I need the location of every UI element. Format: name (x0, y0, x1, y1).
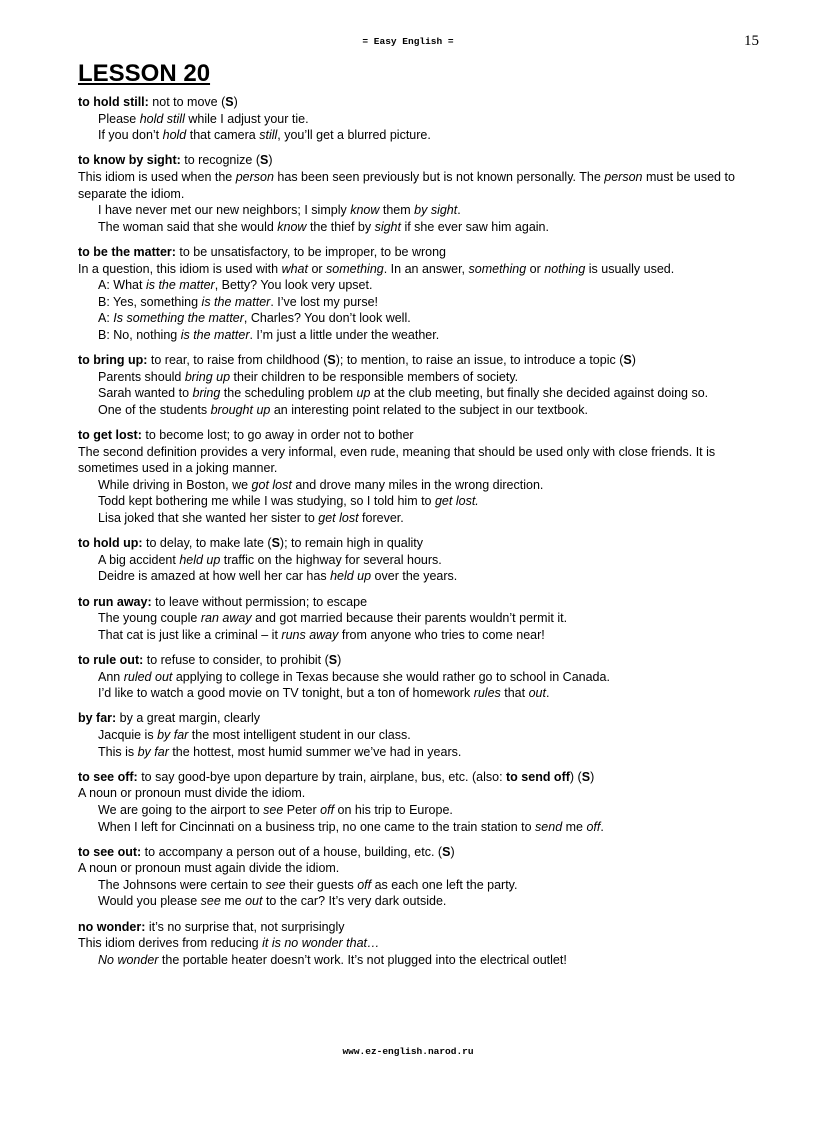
idiom-usage: rules (473, 686, 501, 701)
idiom-usage: is the matter (201, 294, 271, 309)
idiom-usage: ran away (200, 611, 252, 626)
text-run: forever. (358, 511, 404, 526)
idiom-term: no wonder: (78, 919, 146, 934)
usage-note (78, 785, 758, 802)
text-run: or (307, 261, 327, 276)
text-run: If you don’t (98, 128, 163, 143)
idiom-term: S (260, 153, 269, 168)
example-sentence (78, 219, 758, 236)
idiom-usage: out (245, 894, 263, 909)
example-sentence (78, 310, 758, 327)
example-sentence (78, 685, 758, 702)
usage-note (78, 444, 758, 477)
text-run: to recognize ( (180, 153, 260, 168)
text-run: . I’m just a little under the weather. (249, 327, 440, 342)
text-run: their guests (285, 877, 358, 892)
idiom-term: to see out: (78, 844, 142, 859)
text-run: I have never met our new neighbors; I simply (98, 203, 351, 218)
example-sentence (78, 510, 758, 527)
idiom-usage: bring up (184, 369, 231, 384)
text-run: Deidre is amazed at how well her car has (98, 569, 331, 584)
idiom-term: by far: (78, 711, 117, 726)
text-run: , Charles? You don’t look well. (243, 311, 411, 326)
text-run: When I left for Cincinnati on a business trip, no one came to the train station to (98, 819, 536, 834)
idiom-usage: something (326, 261, 384, 276)
text-run: Todd kept bothering me while I was studying, so I told him to (98, 494, 435, 509)
example-sentence (78, 744, 758, 761)
example-sentence (78, 819, 758, 836)
usage-note (78, 169, 758, 202)
idiom-usage: runs away (281, 627, 339, 642)
text-run: to rear, to raise from childhood ( (147, 353, 328, 368)
text-run: I’d like to watch a good movie on TV tonight, but a ton of homework (98, 686, 474, 701)
idiom-usage: it is no wonder that… (262, 936, 380, 951)
idiom-entry (78, 352, 758, 418)
text-run: This is (98, 744, 138, 759)
text-run: Please (98, 111, 140, 126)
example-sentence (78, 111, 758, 128)
text-run: Parents should (98, 369, 185, 384)
idiom-usage: got lost (251, 477, 292, 492)
idiom-term: S (225, 95, 234, 109)
idiom-definition (78, 535, 758, 552)
text-run: While driving in Boston, we (98, 477, 252, 492)
idiom-usage: something (468, 261, 527, 276)
text-run: has been seen previously but is not known personally. The (273, 169, 605, 184)
idiom-entry (78, 710, 758, 760)
text-run: it’s no surprise that, not surprisingly (145, 919, 345, 934)
idiom-usage: nothing (544, 261, 586, 276)
text-run: me (220, 894, 246, 909)
text-run: ) (337, 652, 342, 667)
idiom-term: S (623, 353, 632, 368)
idiom-usage: held up (330, 569, 372, 584)
idiom-usage: up (356, 386, 371, 401)
example-sentence (78, 369, 758, 386)
text-run: to leave without permission; to escape (151, 594, 368, 609)
idiom-term: to see off: (78, 769, 138, 784)
example-sentence (78, 402, 758, 419)
text-run: to become lost; to go away in order not to bother (141, 428, 414, 443)
text-run: to the car? It’s very dark outside. (262, 894, 447, 909)
text-run: ); to mention, to raise an issue, to introduce a topic ( (335, 353, 624, 368)
text-run: ) ( (569, 769, 582, 784)
example-sentence (78, 893, 758, 910)
text-run: . (457, 203, 461, 218)
text-run: That cat is just like a criminal – it (98, 627, 282, 642)
text-run: ) (233, 95, 238, 109)
idiom-usage: bring (192, 386, 221, 401)
idiom-usage: see (263, 802, 284, 817)
text-run: . (545, 686, 550, 701)
example-sentence (78, 727, 758, 744)
text-run: and drove many miles in the wrong direction. (291, 477, 544, 492)
idiom-entry (78, 427, 758, 527)
text-run: to accompany a person out of a house, building, etc. ( (141, 844, 443, 859)
text-run: Peter (283, 802, 321, 817)
idiom-term: S (271, 536, 280, 551)
idiom-usage: get lost (318, 511, 359, 526)
text-run: on his trip to Europe. (334, 802, 453, 817)
text-run: by a great margin, clearly (116, 711, 261, 726)
idiom-usage: off (586, 819, 601, 834)
idiom-term: S (327, 353, 336, 368)
text-run: The woman said that she would (98, 219, 278, 234)
text-run: that camera (186, 128, 260, 143)
text-run: Ann (98, 669, 124, 684)
text-run: The second definition provides a very informal, even rude, meaning that should be used only with close friends. It is sometimes used in a joking manner. (78, 444, 716, 476)
text-run: an interesting point related to the subject in our textbook. (270, 402, 588, 417)
text-run: the scheduling problem (220, 386, 357, 401)
text-run: ) (268, 153, 273, 168)
text-run: A: (98, 311, 114, 326)
idiom-definition (78, 710, 758, 727)
example-sentence (78, 877, 758, 894)
example-sentence (78, 493, 758, 510)
example-sentence (78, 327, 758, 344)
text-run: Lisa joked that she wanted her sister to (98, 511, 319, 526)
idiom-usage: by far (157, 727, 189, 742)
idiom-usage: off (320, 802, 335, 817)
idiom-entry (78, 244, 758, 344)
idiom-usage: ruled out (123, 669, 173, 684)
idiom-term: S (581, 769, 591, 784)
text-run: must be used to separate the idiom. (78, 169, 735, 201)
usage-note (78, 935, 758, 952)
text-run: . (600, 819, 604, 834)
example-sentence (78, 277, 758, 294)
idiom-entry (78, 594, 758, 644)
page-header (0, 33, 816, 50)
text-run: the portable heater doesn’t work. It’s not plugged into the electrical outlet! (158, 952, 567, 967)
text-run: One of the students (98, 402, 211, 417)
text-run: as each one left the party. (371, 877, 518, 892)
example-sentence (78, 202, 758, 219)
text-run: A noun or pronoun must divide the idiom. (78, 786, 306, 801)
text-run: A noun or pronoun must again divide the idiom. (78, 861, 340, 876)
idiom-term: to know by sight: (78, 153, 181, 168)
text-run: Jacquie is (98, 727, 158, 742)
idiom-term: S (328, 652, 338, 667)
text-run: over the years. (371, 569, 458, 584)
idiom-term: to be the matter: (78, 244, 176, 259)
idiom-term: to hold still: (78, 95, 149, 109)
idiom-usage: send (535, 819, 563, 834)
text-run: , you’ll get a blurred picture. (277, 128, 431, 143)
text-run: ) (631, 353, 636, 368)
text-run: the most intelligent student in our class. (188, 727, 411, 742)
idiom-usage: know (277, 219, 307, 234)
text-run: In a question, this idiom is used with (78, 261, 282, 276)
example-sentence (78, 952, 758, 969)
text-run: ) (590, 769, 595, 784)
idiom-usage: hold (162, 128, 187, 143)
idiom-usage: Is something the matter (113, 311, 244, 326)
idiom-usage: sight (374, 219, 401, 234)
idiom-definition (78, 844, 758, 861)
text-run: B: No, nothing (98, 327, 181, 342)
text-run: that (500, 686, 529, 701)
text-run: if she ever saw him again. (400, 219, 549, 234)
idiom-definition (78, 352, 758, 369)
text-run: We are going to the airport to (98, 802, 264, 817)
idiom-entry (78, 152, 758, 235)
text-run: traffic on the highway for several hours. (220, 552, 442, 567)
text-run: Sarah wanted to (98, 386, 193, 401)
idiom-definition (78, 769, 758, 786)
text-run: . In an answer, (383, 261, 469, 276)
idiom-usage: by sight (414, 203, 458, 218)
text-run: not to move ( (148, 95, 226, 109)
text-run: the hottest, most humid summer we’ve had in years. (168, 744, 462, 759)
idiom-definition (78, 652, 758, 669)
idiom-usage: what (281, 261, 308, 276)
lesson-title: LESSON 20 (78, 60, 211, 87)
idiom-entry (78, 919, 758, 969)
text-run: This idiom is used when the (78, 169, 236, 184)
text-run: or (526, 261, 545, 276)
idiom-entry (78, 652, 758, 702)
idiom-usage: off (357, 877, 372, 892)
idiom-term: to send off (506, 769, 570, 784)
text-run: The Johnsons were certain to (98, 877, 266, 892)
text-run: B: Yes, something (98, 294, 202, 309)
idiom-entry (78, 535, 758, 585)
idiom-definition (78, 919, 758, 936)
idiom-definition (78, 594, 758, 611)
idiom-usage: know (350, 203, 380, 218)
text-run: ); to remain high in quality (279, 536, 424, 551)
example-sentence (78, 802, 758, 819)
example-sentence (78, 627, 758, 644)
usage-note (78, 261, 758, 278)
idiom-definition (78, 152, 758, 169)
idiom-definition (78, 244, 758, 261)
text-run: is usually used. (585, 261, 675, 276)
idiom-usage: person (604, 169, 643, 184)
text-run: applying to college in Texas because she would rather go to school in Canada. (172, 669, 610, 684)
text-run: the thief by (306, 219, 375, 234)
text-run: This idiom derives from reducing (78, 936, 263, 951)
idiom-entry (78, 844, 758, 910)
idiom-entry (78, 769, 758, 835)
text-run: to say good-bye upon departure by train, airplane, bus, etc. (also: (137, 769, 507, 784)
idiom-usage: person (235, 169, 274, 184)
text-run: A big accident (98, 552, 180, 567)
idiom-term: to get lost: (78, 428, 142, 443)
example-sentence (78, 552, 758, 569)
idiom-definition (78, 427, 758, 444)
idiom-term: to rule out: (78, 652, 144, 667)
example-sentence (78, 127, 758, 144)
idiom-usage: hold still (139, 111, 185, 126)
running-head-title: = Easy English = (362, 36, 454, 47)
text-run: A: What (98, 278, 146, 293)
idiom-definition (78, 94, 758, 111)
text-run: ) (450, 844, 455, 859)
idiom-term: to hold up: (78, 536, 143, 551)
text-run: and got married because their parents wouldn’t permit it. (251, 611, 568, 626)
idiom-term: to run away: (78, 594, 152, 609)
usage-note (78, 860, 758, 877)
example-sentence (78, 610, 758, 627)
example-sentence (78, 294, 758, 311)
idiom-usage: out (528, 686, 546, 701)
idiom-entry (78, 94, 758, 144)
idiom-usage: brought up (210, 402, 271, 417)
text-run: at the club meeting, but finally she decided against doing so. (370, 386, 709, 401)
text-run: their children to be responsible members of society. (230, 369, 519, 384)
idiom-usage: get lost. (434, 494, 479, 509)
text-run: The young couple (98, 611, 201, 626)
idiom-usage: is the matter (145, 278, 215, 293)
text-run: from anyone who tries to come near! (338, 627, 545, 642)
idiom-usage: see (265, 877, 286, 892)
text-run: me (562, 819, 587, 834)
idiom-usage: held up (179, 552, 221, 567)
example-sentence (78, 385, 758, 402)
text-run: to be unsatisfactory, to be improper, to be wrong (175, 244, 446, 259)
page-number: 15 (744, 33, 759, 49)
text-run: while I adjust your tie. (184, 111, 309, 126)
idiom-term: to bring up: (78, 353, 148, 368)
idiom-usage: by far (137, 744, 169, 759)
example-sentence (78, 669, 758, 686)
idiom-usage: No wonder (98, 952, 159, 967)
text-run: , Betty? You look very upset. (214, 278, 373, 293)
idiom-usage: still (259, 128, 278, 143)
idiom-usage: is the matter (180, 327, 250, 342)
footer-url: www.ez-english.narod.ru (342, 1046, 474, 1057)
text-run: to delay, to make late ( (142, 536, 272, 551)
text-run: to refuse to consider, to prohibit ( (143, 652, 329, 667)
text-run: them (379, 203, 415, 218)
idiom-list (78, 94, 758, 977)
text-run: . I’ve lost my purse! (270, 294, 379, 309)
idiom-term: S (442, 844, 451, 859)
idiom-usage: see (200, 894, 221, 909)
text-run: Would you please (98, 894, 201, 909)
example-sentence (78, 477, 758, 494)
example-sentence (78, 568, 758, 585)
